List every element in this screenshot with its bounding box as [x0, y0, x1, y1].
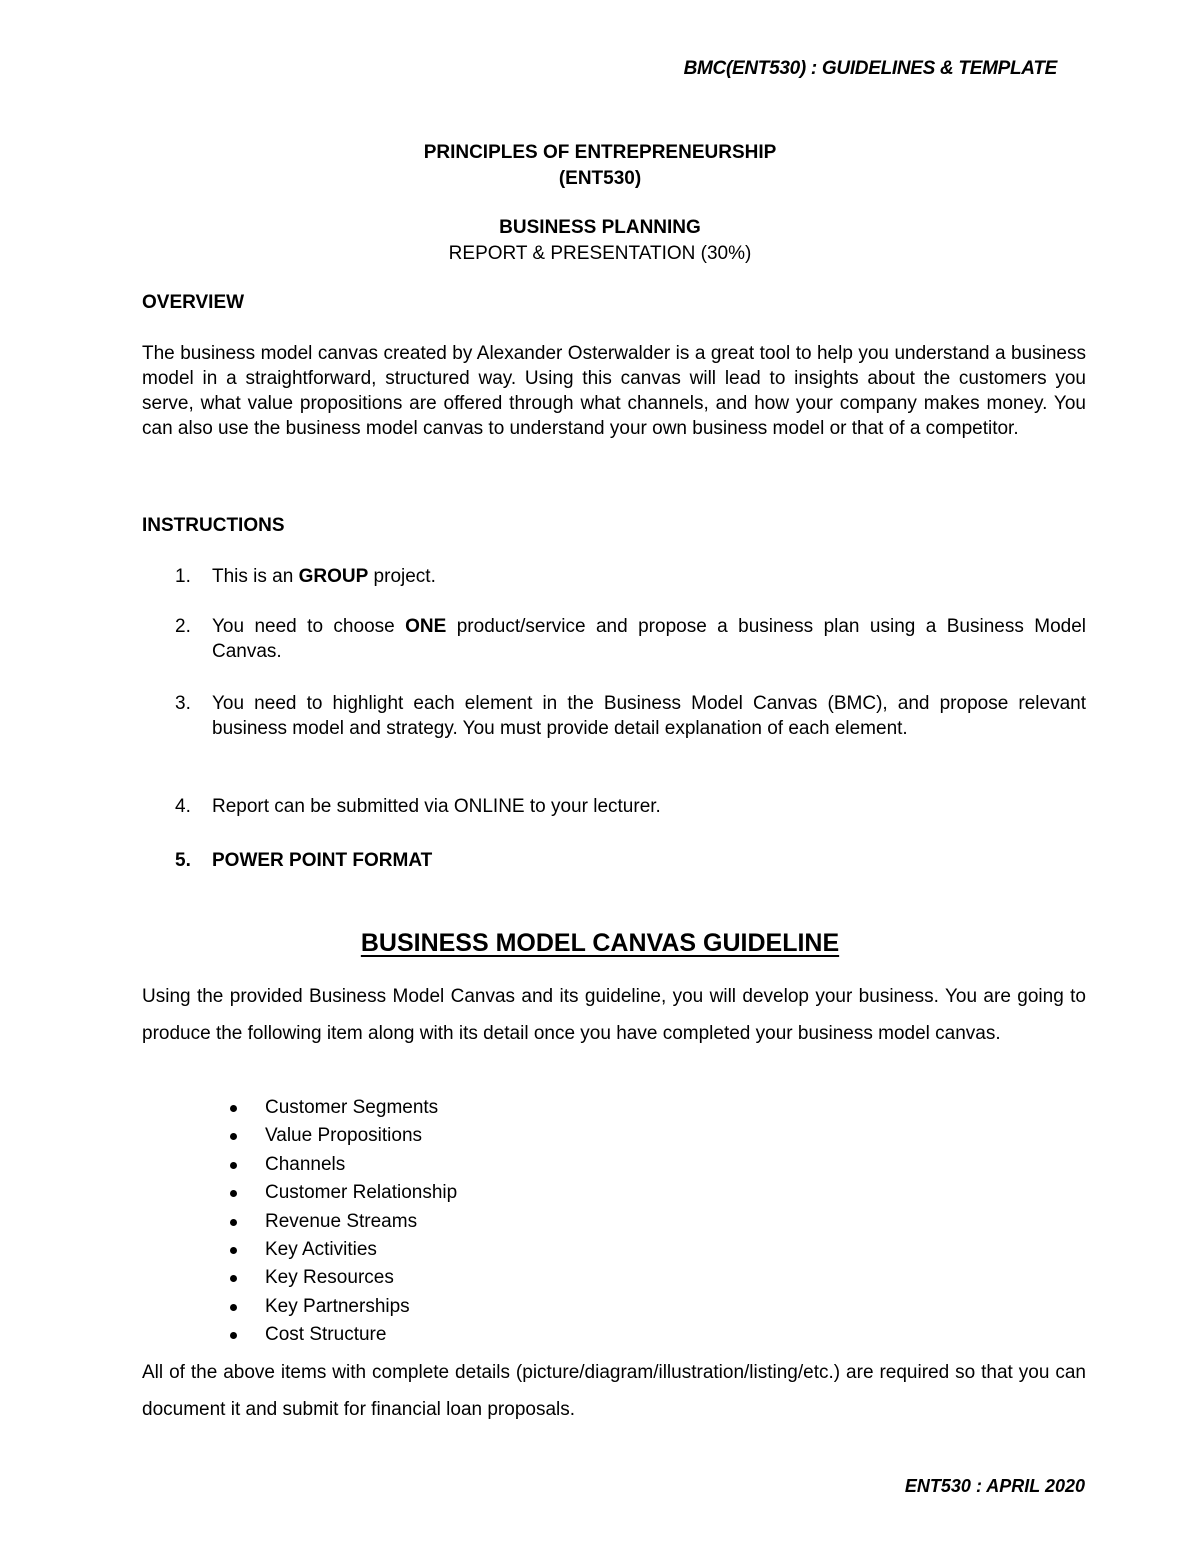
bullet-icon [230, 1105, 237, 1112]
instruction-number: 1. [175, 566, 191, 587]
bmc-element-list [228, 1094, 457, 1350]
list-item: Customer Relationship [228, 1179, 457, 1207]
list-item: Value Propositions [228, 1122, 457, 1150]
course-title: PRINCIPLES OF ENTREPRENEURSHIP [423, 142, 777, 163]
instruction-number: 5. [175, 850, 191, 871]
overview-heading: OVERVIEW [142, 292, 245, 313]
instruction-text: You need to choose ONE product/service and propose a business plan using a Business Model Canvas. [212, 616, 1087, 662]
assignment-subtitle: REPORT & PRESENTATION (30%) [448, 243, 752, 264]
instruction-item [142, 848, 1086, 873]
bullet-icon [230, 1275, 237, 1282]
list-item: Key Activities [228, 1236, 457, 1264]
instruction-number: 3. [175, 693, 191, 714]
bullet-icon [230, 1133, 237, 1140]
guideline-closing: All of the above items with complete details (picture/diagram/illustration/listing/etc.) are required so that you can document it and submit for financial loan proposals. [142, 1362, 1086, 1420]
instructions-heading: INSTRUCTIONS [142, 515, 285, 536]
bullet-icon [230, 1304, 237, 1311]
list-item: Cost Structure [228, 1321, 457, 1349]
list-item: Key Resources [228, 1264, 457, 1292]
instruction-item [142, 564, 1086, 589]
assignment-title: BUSINESS PLANNING [499, 217, 701, 238]
instruction-text: This is an GROUP project. [212, 566, 436, 587]
bullet-icon [230, 1332, 237, 1339]
course-code: (ENT530) [558, 168, 642, 189]
overview-paragraph: The business model canvas created by Alexander Osterwalder is a great tool to help you understand a business model in a straightforward, structured way. Using this canvas will lead to insights about the customers you serve, what value propositions are offered through what channels, and how your company makes money. You can also use the business model canvas to understand your own business model or that of a competitor. [142, 343, 1086, 439]
running-header: BMC(ENT530) : GUIDELINES & TEMPLATE [683, 58, 1057, 79]
instruction-text: You need to highlight each element in the Business Model Canvas (BMC), and propose relevant business model and strategy. You must provide detail explanation of each element. [212, 693, 1086, 739]
bullet-icon [230, 1162, 237, 1169]
instruction-item [142, 614, 1086, 664]
bullet-icon [230, 1190, 237, 1197]
running-footer: ENT530 : APRIL 2020 [904, 1476, 1085, 1496]
guideline-heading: BUSINESS MODEL CANVAS GUIDELINE [360, 929, 840, 957]
list-item: Key Partnerships [228, 1293, 457, 1321]
instruction-number: 2. [175, 616, 191, 637]
bullet-icon [230, 1247, 237, 1254]
instruction-number: 4. [175, 796, 191, 817]
list-item: Customer Segments [228, 1094, 457, 1122]
instruction-text: POWER POINT FORMAT [212, 850, 433, 871]
bullet-icon [230, 1219, 237, 1226]
list-item: Revenue Streams [228, 1208, 457, 1236]
guideline-intro: Using the provided Business Model Canvas and its guideline, you will develop your business. You are going to produce the following item along with its detail once you have completed your business model canvas. [142, 986, 1086, 1044]
instruction-item [142, 691, 1086, 741]
instruction-item [142, 794, 1086, 819]
instruction-text: Report can be submitted via ONLINE to your lecturer. [212, 796, 661, 817]
list-item: Channels [228, 1151, 457, 1179]
